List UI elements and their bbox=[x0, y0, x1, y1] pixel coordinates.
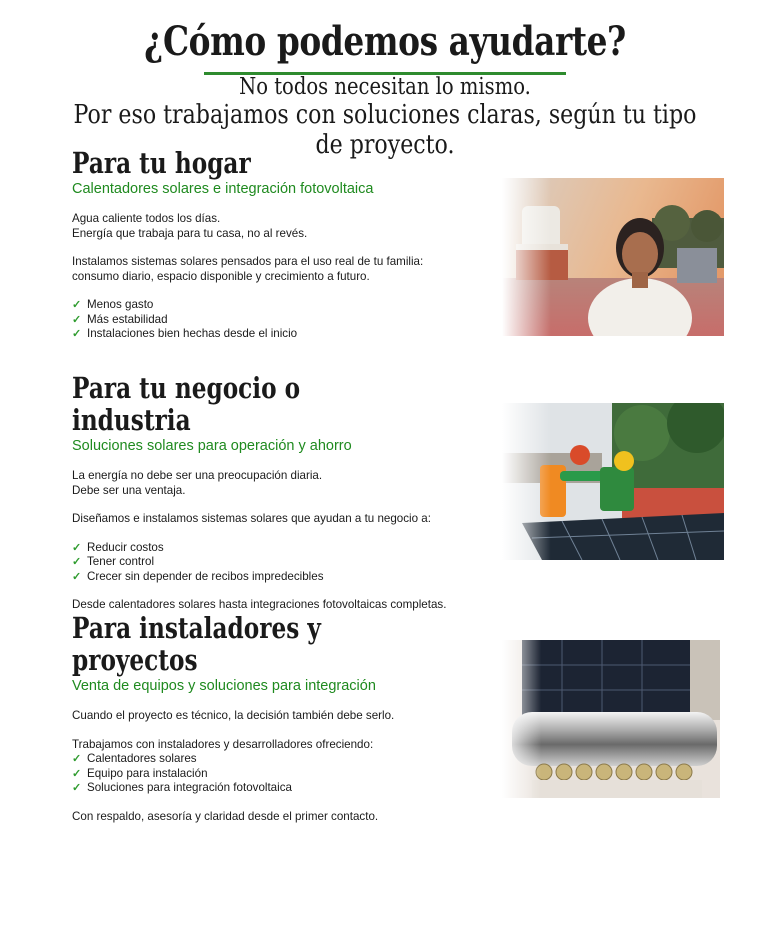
list-item-label: Soluciones para integración fotovoltaica bbox=[87, 781, 292, 794]
list-item bbox=[72, 781, 502, 796]
checkmark-icon: ✓ bbox=[72, 299, 82, 311]
checkmark-icon: ✓ bbox=[72, 782, 82, 794]
paragraph-line: Cuando el proyecto es técnico, la decisión también debe serlo. bbox=[72, 709, 395, 722]
checkmark-icon: ✓ bbox=[72, 313, 82, 326]
paragraph-line: Instalamos sistemas solares pensados para el uso real de tu familia: bbox=[72, 255, 424, 268]
benefit-checklist bbox=[72, 298, 502, 342]
paragraph-line: consumo diario, espacio disponible y crecimiento a futuro. bbox=[72, 269, 370, 283]
page-title: ¿Cómo podemos ayudarte? bbox=[144, 18, 626, 65]
closing-text: Con respaldo, asesoría y claridad desde el primer contacto. bbox=[72, 809, 379, 823]
section-hogar bbox=[72, 147, 502, 342]
list-item-label: Tener control bbox=[87, 555, 155, 568]
paragraph-line: Energía que trabaja para tu casa, no al revés. bbox=[72, 226, 308, 240]
section-heading: Para instaladores y proyectos bbox=[72, 611, 321, 677]
list-item bbox=[72, 570, 502, 585]
list-item bbox=[72, 327, 502, 342]
checkmark-icon: ✓ bbox=[72, 541, 82, 554]
subtitle-line-1: No todos necesitan lo mismo. bbox=[239, 74, 531, 100]
section-negocio bbox=[72, 372, 502, 613]
paragraph-line: Diseñamos e instalamos sistemas solares que ayudan a tu negocio a: bbox=[72, 512, 431, 525]
checkmark-icon: ✓ bbox=[72, 328, 82, 340]
list-item bbox=[72, 298, 502, 313]
list-item-label: Calentadores solares bbox=[87, 752, 197, 765]
list-item-label: Menos gasto bbox=[87, 298, 154, 311]
list-item bbox=[72, 313, 502, 328]
product-checklist bbox=[72, 752, 502, 796]
list-item-label: Equipo para instalación bbox=[87, 766, 208, 780]
paragraph-line: Debe ser una ventaja. bbox=[72, 483, 186, 497]
checkmark-icon: ✓ bbox=[72, 570, 82, 583]
list-item-label: Instalaciones bien hechas desde el inicio bbox=[87, 327, 298, 340]
list-item-label: Más estabilidad bbox=[87, 312, 168, 326]
checkmark-icon: ✓ bbox=[72, 753, 82, 765]
section-heading: Para tu hogar bbox=[72, 146, 251, 180]
list-item bbox=[72, 767, 502, 782]
checkmark-icon: ✓ bbox=[72, 556, 82, 568]
section-tagline: Soluciones solares para operación y ahorro bbox=[72, 438, 352, 454]
subtitle-line-2: Por eso trabajamos con soluciones claras, según tu tipo de proyecto. bbox=[73, 100, 697, 160]
closing-text: Desde calentadores solares hasta integraciones fotovoltaicas completas. bbox=[72, 598, 447, 611]
paragraph-line: Trabajamos con instaladores y desarrolladores ofreciendo: bbox=[72, 737, 374, 751]
benefit-checklist bbox=[72, 541, 502, 585]
homeowner-photo bbox=[502, 178, 724, 336]
list-item bbox=[72, 555, 502, 570]
paragraph-line: Agua caliente todos los días. bbox=[72, 212, 221, 225]
workers-installing-panels-photo bbox=[502, 403, 724, 560]
paragraph-line: La energía no debe ser una preocupación diaria. bbox=[72, 469, 323, 482]
section-tagline: Calentadores solares e integración fotovoltaica bbox=[72, 181, 374, 197]
list-item bbox=[72, 541, 502, 556]
list-item-label: Crecer sin depender de recibos impredecibles bbox=[87, 569, 324, 583]
section-tagline: Venta de equipos y soluciones para integración bbox=[72, 678, 376, 694]
list-item bbox=[72, 752, 502, 767]
checkmark-icon: ✓ bbox=[72, 767, 82, 780]
section-heading: Para tu negocio o industria bbox=[72, 371, 301, 437]
solar-heater-tank-photo bbox=[502, 640, 720, 798]
list-item-label: Reducir costos bbox=[87, 540, 164, 554]
section-instaladores bbox=[72, 612, 502, 824]
